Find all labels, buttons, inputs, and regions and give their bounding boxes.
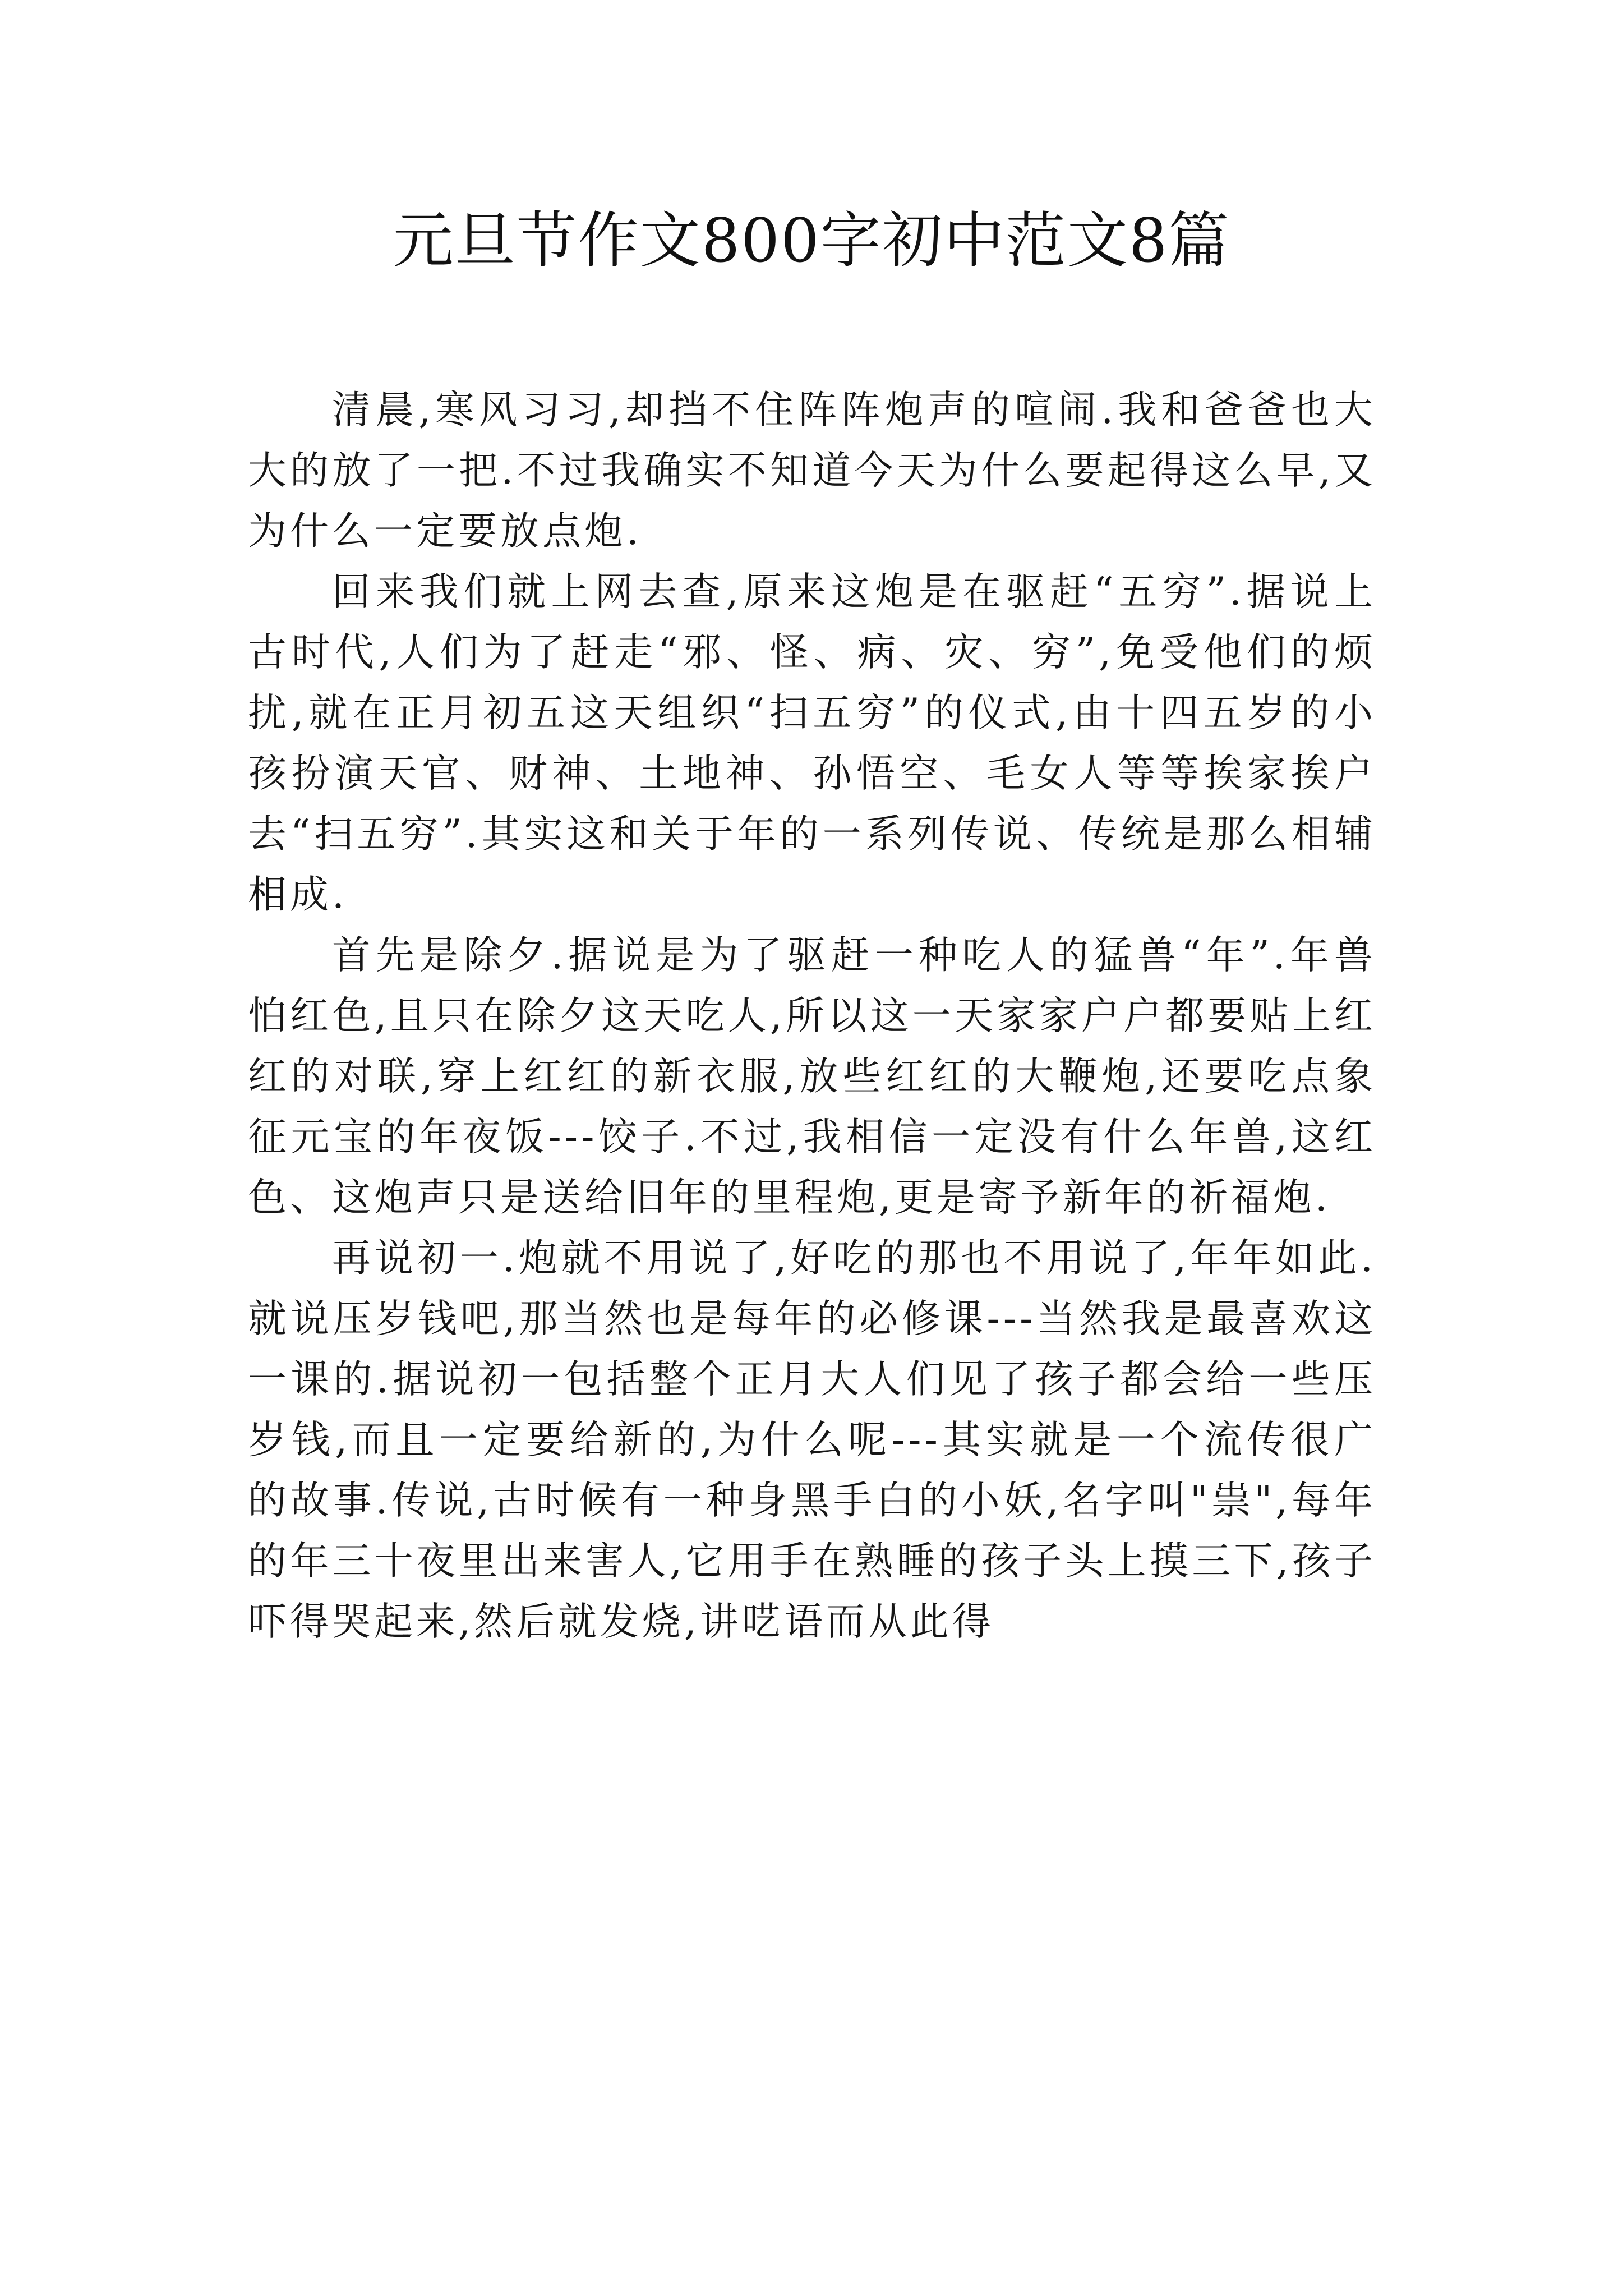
document-title: 元旦节作文800字初中范文8篇 [393,206,1230,276]
paragraph: 回来我们就上网去查,原来这炮是在驱赶“五穷”.据说上古时代,人们为了赶走“邪、怪、病、灾、穷”,免受他们的烦扰,就在正月初五这天组织“扫五穷”的仪式,由十四五岁的小孩扮演天官、财神、土地神、孙悟空、毛女人等等挨家挨户去“扫五穷”.其实这和关于年的一系列传说、传统是那么相辅相成. [248,569,1376,917]
document-body [248,380,1376,1652]
paragraph: 首先是除夕.据说是为了驱赶一种吃人的猛兽“年”.年兽怕红色,且只在除夕这天吃人,所以这一天家家户户都要贴上红红的对联,穿上红红的新衣服,放些红红的大鞭炮,还要吃点象征元宝的年夜饭---饺子.不过,我相信一定没有什么年兽,这红色、这炮声只是送给旧年的里程炮,更是寄予新年的祈福炮. [248,933,1376,1220]
paragraph: 清晨,寒风习习,却挡不住阵阵炮声的喧闹.我和爸爸也大大的放了一把.不过我确实不知道今天为什么要起得这么早,又为什么一定要放点炮. [248,388,1376,554]
paragraph: 再说初一.炮就不用说了,好吃的那也不用说了,年年如此.就说压岁钱吧,那当然也是每年的必修课---当然我是最喜欢这一课的.据说初一包括整个正月大人们见了孩子都会给一些压岁钱,而且一定要给新的,为什么呢---其实就是一个流传很广的故事.传说,古时候有一种身黑手白的小妖,名字叫"祟",每年的年三十夜里出来害人,它用手在熟睡的孩子头上摸三下,孩子吓得哭起来,然后就发烧,讲呓语而从此得 [248,1236,1376,1644]
